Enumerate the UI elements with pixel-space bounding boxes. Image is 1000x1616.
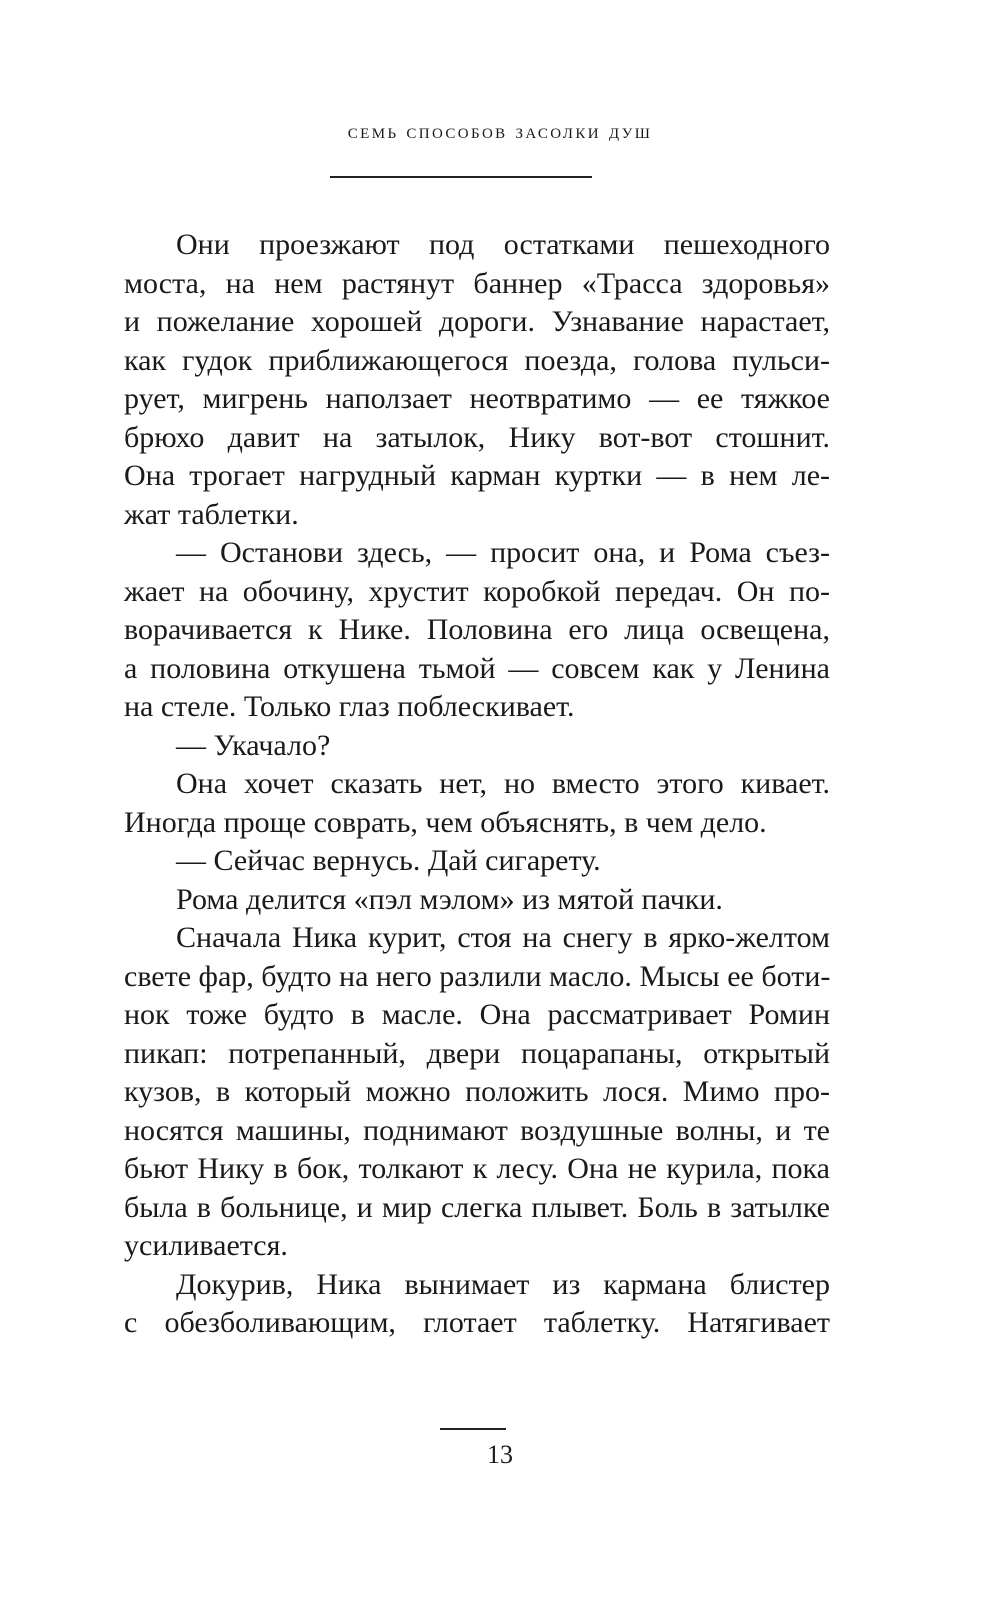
- text-line: Она хочет сказать нет, но вместо этого кивает.: [176, 767, 830, 800]
- footer-rule: [440, 1428, 506, 1430]
- text-line: нок тоже будто в масле. Она рассматривает Ромин: [124, 998, 830, 1031]
- text-line: и пожелание хорошей дороги. Узнавание нарастает,: [124, 305, 830, 338]
- text-line: носятся машины, поднимают воздушные волны, и те: [124, 1113, 830, 1147]
- body-text: [124, 226, 830, 1343]
- text-line: — Останови здесь, — просит она, и Рома съез-: [176, 536, 830, 569]
- text-line: Сначала Ника курит, стоя на снегу в ярко-желтом: [176, 921, 830, 954]
- text-line: — Сейчас вернусь. Дай сигарету.: [176, 844, 601, 877]
- text-line: Рома делится «пэл мэлом» из мятой пачки.: [176, 882, 723, 916]
- text-line: с обезболивающим, глотает таблетку. Натягивает: [124, 1306, 830, 1339]
- text-line: а половина откушена тьмой — совсем как у Ленина: [124, 651, 830, 685]
- text-line: Они проезжают под остатками пешеходного: [176, 228, 830, 261]
- running-head: семь способов засолки душ: [347, 118, 653, 143]
- text-line: брюхо давит на затылок, Нику вот-вот стошнит.: [124, 420, 830, 454]
- text-line: жат таблетки.: [124, 497, 299, 531]
- text-line: ворачивается к Нике. Половина его лица освещена,: [124, 613, 830, 646]
- text-line: моста, на нем растянут баннер «Трасса здоровья»: [124, 266, 830, 300]
- header-rule: [330, 176, 592, 178]
- text-line: — Укачало?: [176, 728, 331, 762]
- text-line: Она трогает нагрудный карман куртки — в нем ле-: [124, 459, 830, 492]
- text-line: на стеле. Только глаз поблескивает.: [124, 690, 575, 723]
- text-line: как гудок приближающегося поезда, голова пульси-: [124, 343, 830, 377]
- text-line: Иногда проще соврать, чем объяснять, в чем дело.: [124, 805, 767, 839]
- text-line: жает на обочину, хрустит коробкой передач. Он по-: [124, 574, 830, 608]
- text-line: Докурив, Ника вынимает из кармана блистер: [176, 1267, 830, 1301]
- text-line: рует, мигрень наползает неотвратимо — ее тяжкое: [124, 382, 830, 415]
- text-line: усиливается.: [124, 1229, 288, 1262]
- text-line: пикап: потрепанный, двери поцарапаны, открытый: [124, 1036, 830, 1070]
- text-line: была в больнице, и мир слегка плывет. Боль в затылке: [124, 1190, 830, 1224]
- text-line: свете фар, будто на него разлили масло. Мысы ее боти-: [124, 959, 831, 993]
- page-number: 13: [487, 1440, 513, 1469]
- text-line: кузов, в который можно положить лося. Мимо про-: [124, 1075, 830, 1108]
- text-line: бьют Нику в бок, толкают к лесу. Она не курила, пока: [124, 1152, 830, 1185]
